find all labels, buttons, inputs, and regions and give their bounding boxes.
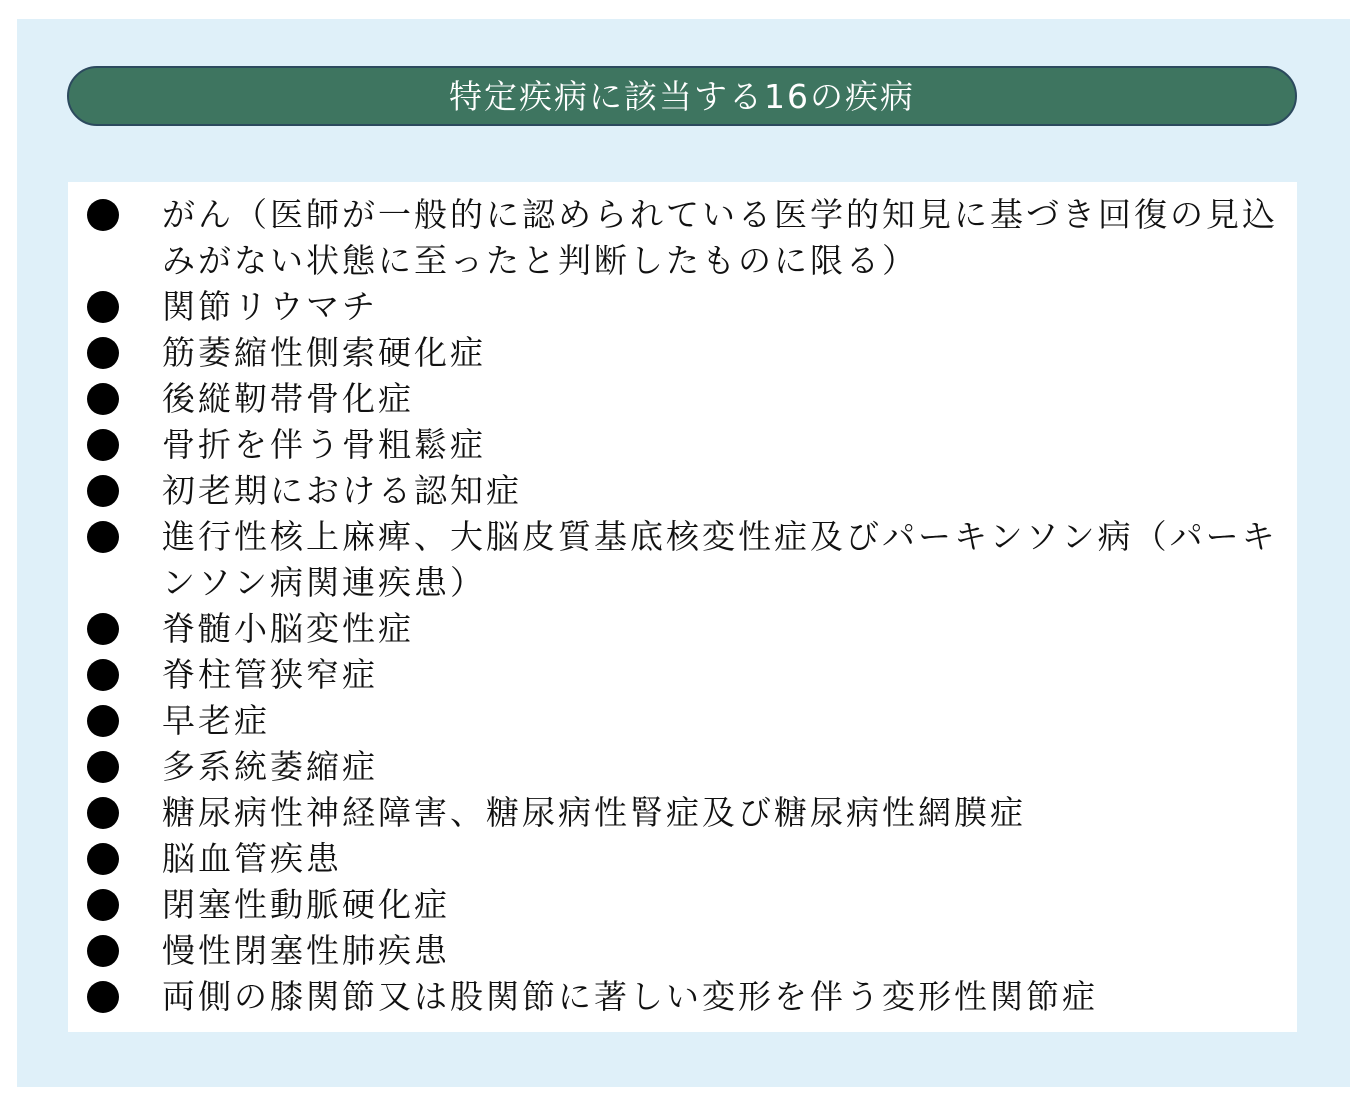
list-item <box>68 652 1297 698</box>
list-item-text: 糖尿病性神経障害、糖尿病性腎症及び糖尿病性網膜症 <box>162 793 1026 832</box>
list-item <box>68 974 1297 1020</box>
list-item-text: がん（医師が一般的に認められている医学的知見に基づき回復の見込みがない状態に至ったと判断したものに限る） <box>162 195 1278 280</box>
list-item-text: 閉塞性動脈硬化症 <box>162 885 450 924</box>
bullet-icon <box>87 935 119 967</box>
bullet-icon <box>87 291 119 323</box>
list-item <box>68 606 1297 652</box>
page-title: 特定疾病に該当する16の疾病 <box>449 76 915 116</box>
info-panel <box>17 19 1350 1087</box>
list-item-text: 早老症 <box>162 701 270 740</box>
disease-list-box <box>68 182 1297 1032</box>
bullet-icon <box>87 199 119 231</box>
bullet-icon <box>87 889 119 921</box>
list-item-text: 脳血管疾患 <box>162 839 342 878</box>
list-item <box>68 376 1297 422</box>
list-item-text: 進行性核上麻痺、大脳皮質基底核変性症及びパーキンソン病（パーキンソン病関連疾患） <box>162 517 1278 602</box>
bullet-icon <box>87 981 119 1013</box>
list-item <box>68 790 1297 836</box>
bullet-icon <box>87 659 119 691</box>
list-item <box>68 698 1297 744</box>
list-item-text: 脊柱管狭窄症 <box>162 655 378 694</box>
bullet-icon <box>87 337 119 369</box>
list-item-text: 筋萎縮性側索硬化症 <box>162 333 486 372</box>
list-item <box>68 514 1297 606</box>
bullet-icon <box>87 521 119 553</box>
list-item <box>68 468 1297 514</box>
bullet-icon <box>87 705 119 737</box>
list-item-text: 両側の膝関節又は股関節に著しい変形を伴う変形性関節症 <box>162 977 1098 1016</box>
bullet-icon <box>87 429 119 461</box>
list-item-text: 脊髄小脳変性症 <box>162 609 414 648</box>
list-item <box>68 882 1297 928</box>
disease-list <box>68 182 1297 1020</box>
bullet-icon <box>87 843 119 875</box>
list-item <box>68 422 1297 468</box>
list-item-text: 初老期における認知症 <box>162 471 522 510</box>
list-item <box>68 192 1297 284</box>
bullet-icon <box>87 797 119 829</box>
list-item <box>68 928 1297 974</box>
list-item <box>68 836 1297 882</box>
bullet-icon <box>87 613 119 645</box>
bullet-icon <box>87 475 119 507</box>
list-item-text: 関節リウマチ <box>162 287 378 326</box>
bullet-icon <box>87 383 119 415</box>
list-item-text: 多系統萎縮症 <box>162 747 378 786</box>
list-item-text: 後縦靭帯骨化症 <box>162 379 414 418</box>
title-banner <box>67 66 1297 126</box>
bullet-icon <box>87 751 119 783</box>
list-item-text: 骨折を伴う骨粗鬆症 <box>162 425 486 464</box>
list-item <box>68 744 1297 790</box>
list-item-text: 慢性閉塞性肺疾患 <box>162 931 450 970</box>
list-item <box>68 284 1297 330</box>
list-item <box>68 330 1297 376</box>
